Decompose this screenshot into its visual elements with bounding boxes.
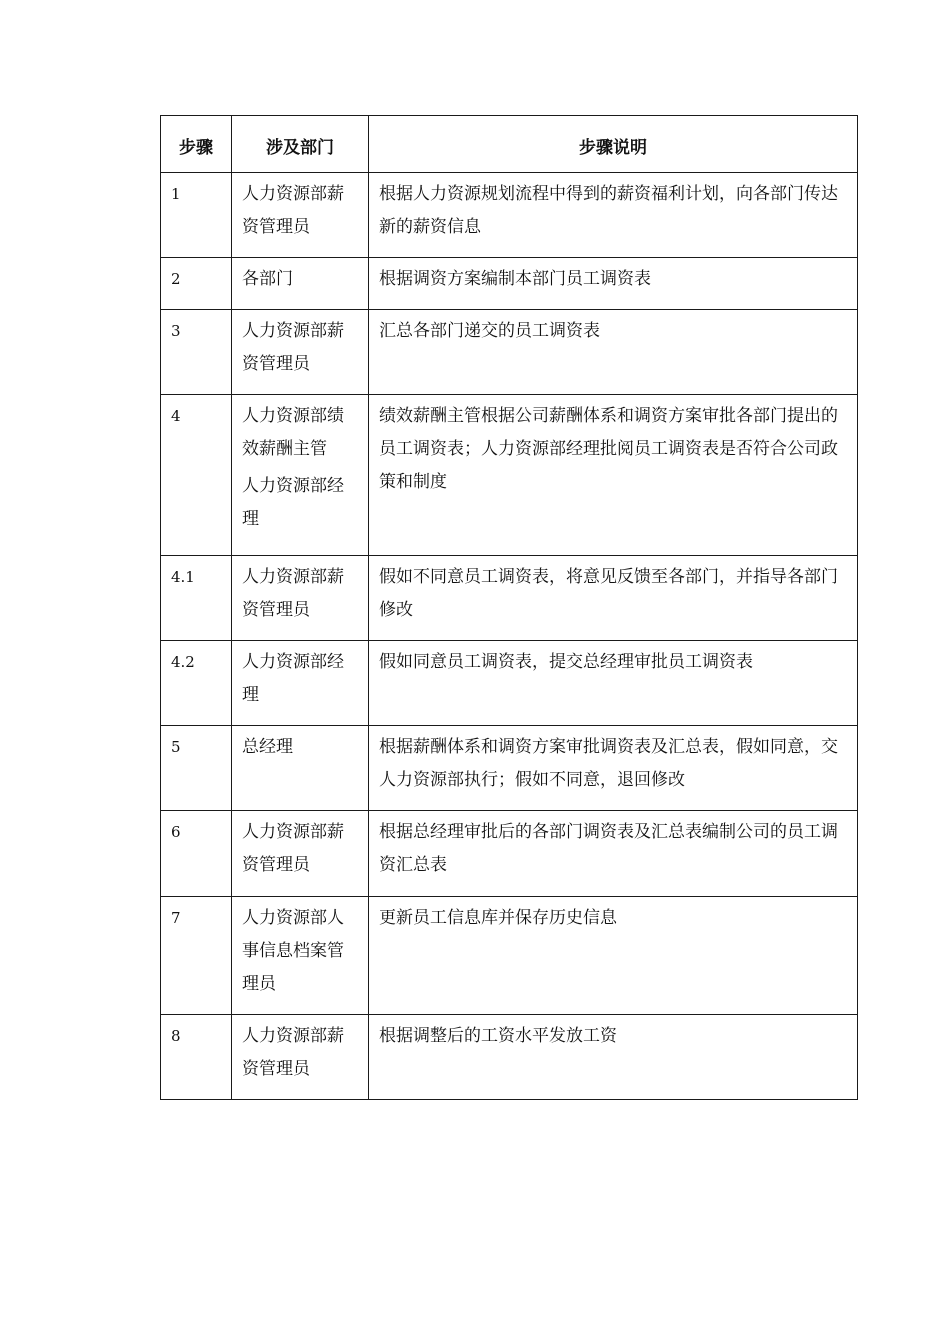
department-cell bbox=[232, 641, 369, 726]
department-name: 人力资源部薪资管理员 bbox=[242, 184, 344, 237]
department-cell bbox=[232, 897, 369, 1015]
step-number: 8 bbox=[161, 1015, 232, 1100]
department-cell bbox=[232, 556, 369, 641]
department-cell bbox=[232, 258, 369, 310]
table-row bbox=[161, 726, 858, 811]
step-description: 根据总经理审批后的各部门调资表及汇总表编制公司的员工调资汇总表 bbox=[369, 811, 858, 897]
table-row bbox=[161, 641, 858, 726]
department-name: 人力资源部经理 bbox=[242, 652, 344, 705]
department-name: 人力资源部人事信息档案管理员 bbox=[242, 908, 344, 994]
step-number: 4.1 bbox=[161, 556, 232, 641]
department-name: 人力资源部薪资管理员 bbox=[242, 1026, 344, 1079]
department-cell bbox=[232, 726, 369, 811]
header-step: 步骤 bbox=[161, 116, 232, 173]
step-number: 2 bbox=[161, 258, 232, 310]
department-name: 人力资源部薪资管理员 bbox=[242, 567, 344, 620]
step-number: 4.2 bbox=[161, 641, 232, 726]
department-name: 人力资源部薪资管理员 bbox=[242, 822, 344, 875]
step-number: 5 bbox=[161, 726, 232, 811]
header-department: 涉及部门 bbox=[232, 116, 369, 173]
step-number: 6 bbox=[161, 811, 232, 897]
department-name: 人力资源部绩效薪酬主管 bbox=[242, 406, 344, 459]
department-name: 总经理 bbox=[242, 737, 293, 757]
department-cell bbox=[232, 173, 369, 258]
header-description: 步骤说明 bbox=[369, 116, 858, 173]
step-number: 3 bbox=[161, 310, 232, 395]
step-number: 1 bbox=[161, 173, 232, 258]
table-row bbox=[161, 556, 858, 641]
department-cell bbox=[232, 395, 369, 556]
table-row bbox=[161, 310, 858, 395]
step-number: 4 bbox=[161, 395, 232, 556]
step-description: 根据人力资源规划流程中得到的薪资福利计划，向各部门传达新的薪资信息 bbox=[369, 173, 858, 258]
step-description: 根据调资方案编制本部门员工调资表 bbox=[369, 258, 858, 310]
step-description: 汇总各部门递交的员工调资表 bbox=[369, 310, 858, 395]
table-row bbox=[161, 395, 858, 556]
table-row bbox=[161, 258, 858, 310]
step-description: 假如不同意员工调资表，将意见反馈至各部门，并指导各部门修改 bbox=[369, 556, 858, 641]
table-row bbox=[161, 173, 858, 258]
department-name: 人力资源部经理 bbox=[242, 476, 344, 529]
table-row bbox=[161, 811, 858, 897]
step-description: 根据薪酬体系和调资方案审批调资表及汇总表，假如同意，交人力资源部执行；假如不同意，退回修改 bbox=[369, 726, 858, 811]
table-header-row bbox=[161, 116, 858, 173]
step-number: 7 bbox=[161, 897, 232, 1015]
table-row bbox=[161, 1015, 858, 1100]
process-steps-table bbox=[160, 115, 858, 1100]
step-description: 绩效薪酬主管根据公司薪酬体系和调资方案审批各部门提出的员工调资表；人力资源部经理批阅员工调资表是否符合公司政策和制度 bbox=[369, 395, 858, 556]
department-name: 人力资源部薪资管理员 bbox=[242, 321, 344, 374]
department-cell bbox=[232, 811, 369, 897]
department-cell bbox=[232, 310, 369, 395]
step-description: 假如同意员工调资表，提交总经理审批员工调资表 bbox=[369, 641, 858, 726]
table-row bbox=[161, 897, 858, 1015]
department-name: 各部门 bbox=[242, 269, 293, 289]
step-description: 更新员工信息库并保存历史信息 bbox=[369, 897, 858, 1015]
step-description: 根据调整后的工资水平发放工资 bbox=[369, 1015, 858, 1100]
department-cell bbox=[232, 1015, 369, 1100]
